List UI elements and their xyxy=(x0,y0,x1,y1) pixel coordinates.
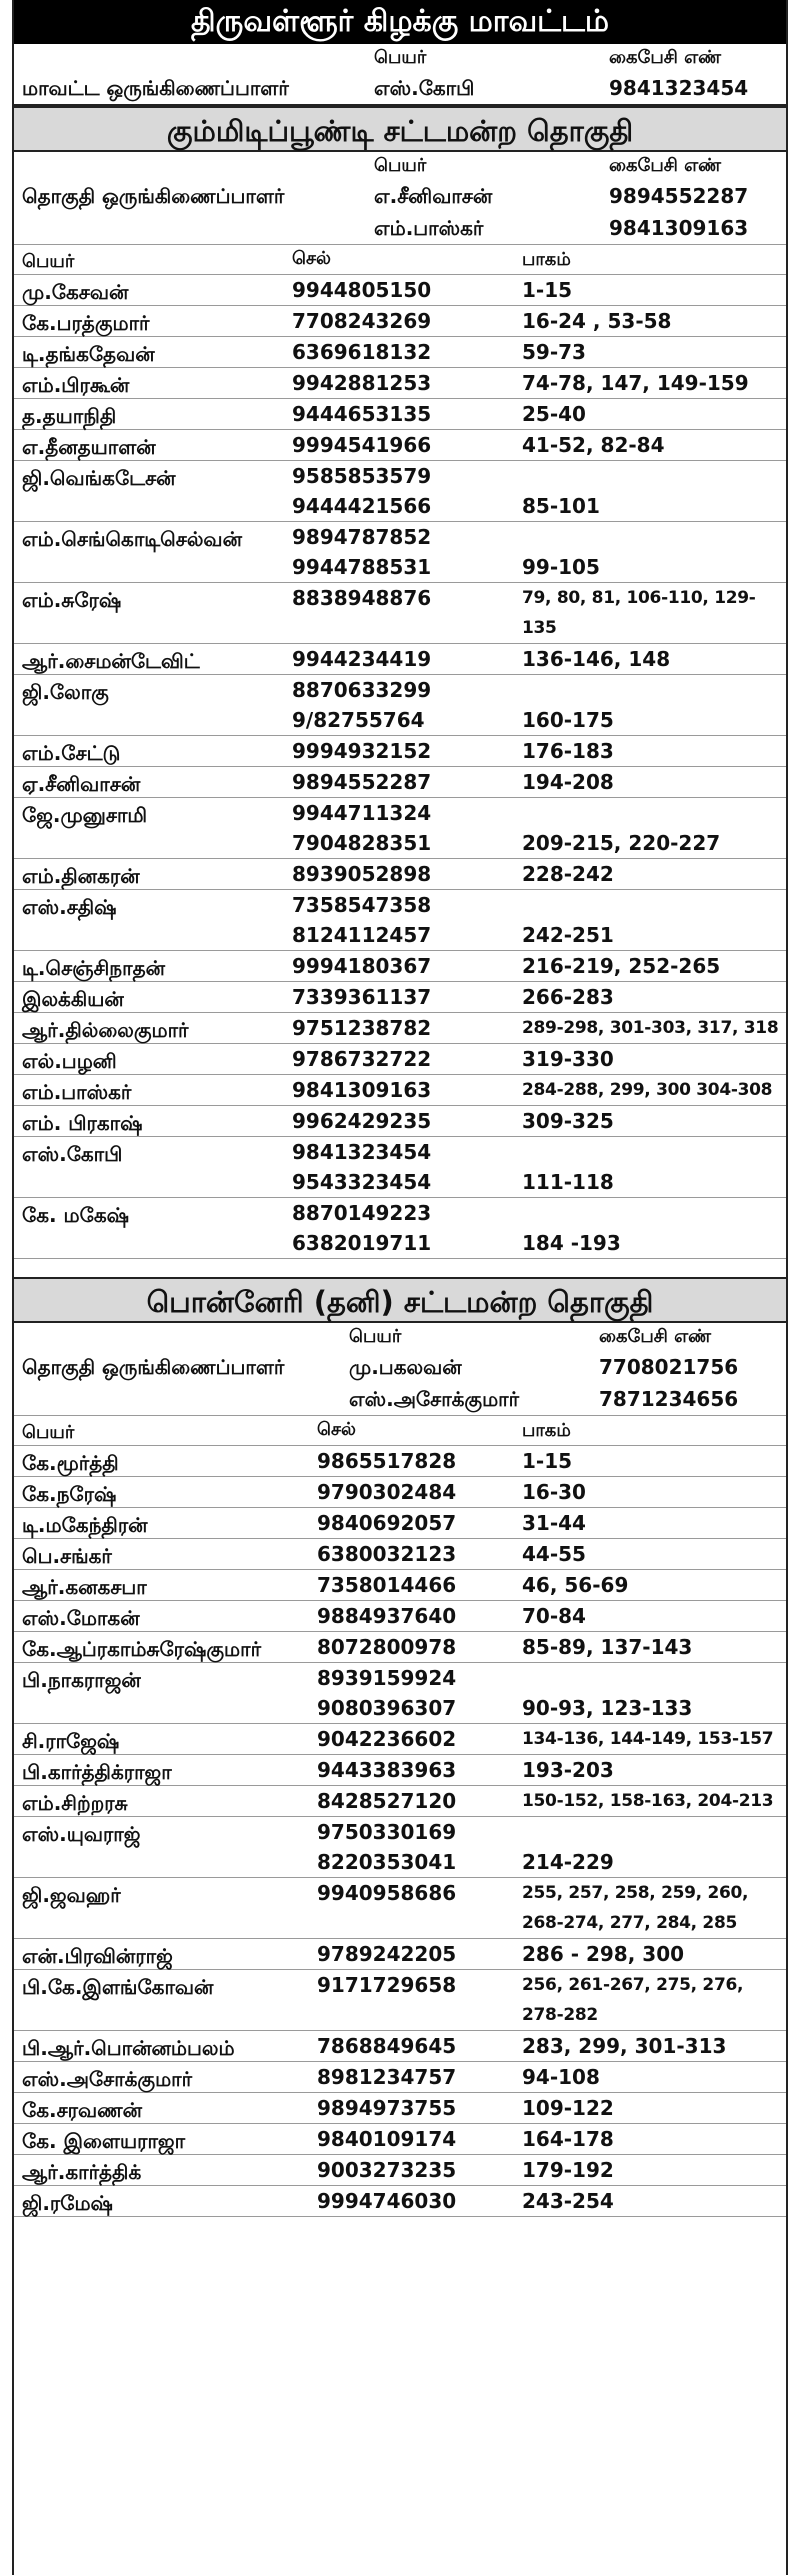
column-header-name: பெயர் xyxy=(22,1422,75,1443)
table-row xyxy=(14,430,786,461)
member-phones xyxy=(284,337,514,367)
member-phone: 7904828351 xyxy=(292,831,432,855)
member-name: எஸ்.யுவராஜ் xyxy=(22,1822,141,1846)
member-phone: 9994541966 xyxy=(292,433,432,457)
member-name: பெ.சங்கர் xyxy=(22,1544,112,1568)
table-row xyxy=(14,1970,786,2031)
member-wards: 99-105 xyxy=(522,555,600,579)
table-row xyxy=(14,399,786,430)
member-wards: 134-136, 144-149, 153-157 xyxy=(522,1729,774,1749)
column-header-phone: செல் xyxy=(317,1419,356,1440)
table-row xyxy=(14,2062,786,2093)
table-row xyxy=(14,1539,786,1570)
member-phone: 9944711324 xyxy=(292,801,432,825)
member-name: மு.கேசவன் xyxy=(22,280,129,304)
member-wards: 255, 257, 258, 259, 260, 268-274, 277, 284, 285 xyxy=(522,1883,749,1933)
member-name: ஆர்.கனகசபா xyxy=(22,1575,147,1599)
member-name: ஆர்.தில்லைகுமார் xyxy=(22,1018,189,1042)
coordinator-line xyxy=(14,1351,786,1383)
member-wards: 164-178 xyxy=(522,2127,614,2151)
table-row xyxy=(14,2031,786,2062)
coordinator-line xyxy=(14,1383,786,1415)
member-wards: 16-30 xyxy=(522,1480,586,1504)
member-name: எம்.பிரகூன் xyxy=(22,373,130,397)
member-phone: 9171729658 xyxy=(317,1973,457,1997)
member-phone: 9994180367 xyxy=(292,954,432,978)
member-name: எம்.சேட்டு xyxy=(22,741,121,765)
member-name: எ.தீனதயாளன் xyxy=(22,435,156,459)
member-name: த.தயாநிதி xyxy=(22,404,117,428)
table-row xyxy=(14,798,786,859)
member-phone: 9884937640 xyxy=(317,1604,457,1628)
table-row xyxy=(14,1939,786,1970)
member-phones xyxy=(284,583,514,643)
member-phone: 9942881253 xyxy=(292,371,432,395)
constituency-section xyxy=(14,106,786,1259)
table-row xyxy=(14,1755,786,1786)
member-phone: 8428527120 xyxy=(317,1789,457,1813)
member-phone: 9080396307 xyxy=(317,1696,457,1720)
district-role: மாவட்ட ஒருங்கிணைப்பாளர் xyxy=(22,76,289,100)
member-phones xyxy=(309,2124,514,2154)
member-phones xyxy=(309,1970,514,2030)
table-row xyxy=(14,1198,786,1259)
coordinator-header xyxy=(14,1323,786,1351)
member-wards: 266-283 xyxy=(522,985,614,1009)
member-wards: 85-101 xyxy=(522,494,600,518)
member-phones xyxy=(284,306,514,336)
table-row xyxy=(14,522,786,583)
member-phone: 9944788531 xyxy=(292,555,432,579)
table-row xyxy=(14,644,786,675)
district-coordinator-name: எஸ்.கோபி xyxy=(374,76,475,100)
member-phones xyxy=(309,2155,514,2185)
coordinator-header-phone: கைபேசி எண் xyxy=(599,1326,712,1347)
table-header xyxy=(14,245,786,275)
district-title: திருவள்ளூர் கிழக்கு மாவட்டம் xyxy=(14,0,786,44)
member-phone: 9789242205 xyxy=(317,1942,457,1966)
member-name: இலக்கியன் xyxy=(22,987,124,1011)
coordinator-name: எ.சீனிவாசன் xyxy=(374,184,493,208)
member-wards: 284-288, 299, 300 304-308 xyxy=(522,1080,773,1100)
member-phones xyxy=(284,430,514,460)
member-wards: 59-73 xyxy=(522,340,586,364)
member-name: கே. இளையராஜா xyxy=(22,2129,186,2153)
member-name: ஆர்.கார்த்திக் xyxy=(22,2160,142,2184)
member-phones xyxy=(309,1632,514,1662)
member-wards: 228-242 xyxy=(522,862,614,886)
member-name: எஸ்.மோகன் xyxy=(22,1606,140,1630)
table-row xyxy=(14,1446,786,1477)
column-header-name: பெயர் xyxy=(22,251,75,272)
member-phones xyxy=(284,1075,514,1105)
member-name: பி.நாகராஜன் xyxy=(22,1668,141,1692)
member-name: எஸ்.சதிஷ் xyxy=(22,895,117,919)
member-wards: 319-330 xyxy=(522,1047,614,1071)
coordinator-header-spacer xyxy=(14,152,374,180)
table-row xyxy=(14,1477,786,1508)
member-phone: 9443383963 xyxy=(317,1758,457,1782)
table-row xyxy=(14,1663,786,1724)
member-phone: 6382019711 xyxy=(292,1231,432,1255)
member-wards: 41-52, 82-84 xyxy=(522,433,665,457)
member-wards: 184 -193 xyxy=(522,1231,621,1255)
member-phone: 9994746030 xyxy=(317,2189,457,2213)
member-name: எம்.சிற்றரசு xyxy=(22,1791,128,1815)
member-phone: 9944234419 xyxy=(292,647,432,671)
member-phone: 9750330169 xyxy=(317,1820,457,1844)
member-phones xyxy=(309,1601,514,1631)
member-wards: 111-118 xyxy=(522,1170,614,1194)
coordinator-header-spacer xyxy=(14,1323,349,1351)
member-name: சி.ராஜேஷ் xyxy=(22,1729,120,1753)
member-phones xyxy=(284,275,514,305)
table-row xyxy=(14,1632,786,1663)
coordinator-name: எம்.பாஸ்கர் xyxy=(374,216,484,240)
member-name: டி.செஞ்சிநாதன் xyxy=(22,956,166,980)
member-name: எம்.பாஸ்கர் xyxy=(22,1080,132,1104)
coordinator-role: தொகுதி ஒருங்கிணைப்பாளர் xyxy=(22,184,285,208)
member-phone: 9841309163 xyxy=(292,1078,432,1102)
member-phones xyxy=(309,1446,514,1476)
member-name: எம். பிரகாஷ் xyxy=(22,1111,143,1135)
member-phone: 9994932152 xyxy=(292,739,432,763)
member-name: எம்.செங்கொடிசெல்வன் xyxy=(22,527,242,551)
member-phones xyxy=(284,890,514,950)
member-phone: 8124112457 xyxy=(292,923,432,947)
member-phone: 9585853579 xyxy=(292,464,432,488)
member-phone: 8870633299 xyxy=(292,678,432,702)
member-name: ஜி.லோகு xyxy=(22,680,109,704)
table-row xyxy=(14,337,786,368)
table-row xyxy=(14,767,786,798)
member-wards: 136-146, 148 xyxy=(522,647,671,671)
member-name: ஜே.முனுசாமி xyxy=(22,803,148,827)
member-name: கே.பரத்குமார் xyxy=(22,311,150,335)
member-phones xyxy=(284,1106,514,1136)
coordinator-role xyxy=(14,1383,349,1415)
member-wards: 150-152, 158-163, 204-213 xyxy=(522,1791,774,1811)
member-phones xyxy=(309,1539,514,1569)
table-row xyxy=(14,1013,786,1044)
member-name: கே.ஆப்ரகாம்சுரேஷ்குமார் xyxy=(22,1637,262,1661)
member-phones xyxy=(309,2093,514,2123)
member-phone: 9894973755 xyxy=(317,2096,457,2120)
member-phone: 9944805150 xyxy=(292,278,432,302)
table-row xyxy=(14,1878,786,1939)
coordinator-phone: 7708021756 xyxy=(599,1355,739,1379)
member-phones xyxy=(284,736,514,766)
constituency-section xyxy=(14,1277,786,2217)
member-name: எம்.தினகரன் xyxy=(22,864,140,888)
member-phone: 7868849645 xyxy=(317,2034,457,2058)
table-row xyxy=(14,1137,786,1198)
member-name: பி.ஆர்.பொன்னம்பலம் xyxy=(22,2036,235,2060)
member-phones xyxy=(309,1508,514,1538)
member-phones xyxy=(284,675,514,735)
table-row xyxy=(14,675,786,736)
coordinator-role: தொகுதி ஒருங்கிணைப்பாளர் xyxy=(22,1355,285,1379)
member-phone: 9894552287 xyxy=(292,770,432,794)
table-row xyxy=(14,583,786,644)
table-row xyxy=(14,1724,786,1755)
member-phone: 8981234757 xyxy=(317,2065,457,2089)
table-row xyxy=(14,368,786,399)
member-name: எஸ்.கோபி xyxy=(22,1142,123,1166)
member-phone: 9962429235 xyxy=(292,1109,432,1133)
member-wards: 289-298, 301-303, 317, 318 xyxy=(522,1018,779,1038)
member-name: டி.தங்கதேவன் xyxy=(22,342,155,366)
column-header-phone: செல் xyxy=(292,248,331,269)
table-row xyxy=(14,306,786,337)
member-phones xyxy=(284,951,514,981)
member-wards: 70-84 xyxy=(522,1604,586,1628)
member-wards: 243-254 xyxy=(522,2189,614,2213)
member-phones xyxy=(309,2186,514,2216)
member-phone: 8870149223 xyxy=(292,1201,432,1225)
member-wards: 44-55 xyxy=(522,1542,586,1566)
member-wards: 109-122 xyxy=(522,2096,614,2120)
member-phone: 9840692057 xyxy=(317,1511,457,1535)
member-name: கே.சரவணன் xyxy=(22,2098,142,2122)
coordinator-name: எஸ்.அசோக்குமார் xyxy=(349,1387,520,1411)
member-phones xyxy=(309,1755,514,1785)
member-phones xyxy=(284,644,514,674)
table-row xyxy=(14,859,786,890)
member-phone: 7708243269 xyxy=(292,309,432,333)
table-row xyxy=(14,461,786,522)
member-phone: 9940958686 xyxy=(317,1881,457,1905)
member-phones xyxy=(284,798,514,858)
member-phone: 6380032123 xyxy=(317,1542,457,1566)
member-wards: 94-108 xyxy=(522,2065,600,2089)
coordinator-phone: 9841309163 xyxy=(609,216,749,240)
member-name: ஜி.வெங்கடேசன் xyxy=(22,466,176,490)
member-phone: 8220353041 xyxy=(317,1850,457,1874)
member-phones xyxy=(309,1878,514,1938)
member-phones xyxy=(309,1663,514,1723)
member-name: எல்.பழனி xyxy=(22,1049,117,1073)
member-phones xyxy=(284,522,514,582)
coordinator-phone: 7871234656 xyxy=(599,1387,739,1411)
member-wards: 31-44 xyxy=(522,1511,586,1535)
member-name: டி.மகேந்திரன் xyxy=(22,1513,148,1537)
constituency-sections xyxy=(14,106,786,2217)
member-wards: 242-251 xyxy=(522,923,614,947)
member-phone: 9894787852 xyxy=(292,525,432,549)
table-row xyxy=(14,1817,786,1878)
member-phone: 9543323454 xyxy=(292,1170,432,1194)
member-wards: 193-203 xyxy=(522,1758,614,1782)
coordinator-name: மு.பகலவன் xyxy=(349,1355,462,1379)
member-phone: 9003273235 xyxy=(317,2158,457,2182)
member-wards: 309-325 xyxy=(522,1109,614,1133)
member-phone: 8072800978 xyxy=(317,1635,457,1659)
member-wards: 90-93, 123-133 xyxy=(522,1696,693,1720)
member-phone: 9042236602 xyxy=(317,1727,457,1751)
member-phone: 7358014466 xyxy=(317,1573,457,1597)
member-phones xyxy=(284,461,514,521)
member-wards: 214-229 xyxy=(522,1850,614,1874)
coordinator-header-name: பெயர் xyxy=(374,155,427,176)
member-name: என்.பிரவின்ராஜ் xyxy=(22,1944,173,1968)
member-wards: 216-219, 252-265 xyxy=(522,954,721,978)
member-phones xyxy=(284,982,514,1012)
table-row xyxy=(14,1044,786,1075)
member-name: கே.மூர்த்தி xyxy=(22,1451,119,1475)
member-name: பி.கே.இளங்கோவன் xyxy=(22,1975,214,1999)
member-phone: 8939052898 xyxy=(292,862,432,886)
member-wards: 283, 299, 301-313 xyxy=(522,2034,727,2058)
member-name: கே. மகேஷ் xyxy=(22,1203,130,1227)
table-row xyxy=(14,951,786,982)
member-phones xyxy=(284,368,514,398)
member-wards: 74-78, 147, 149-159 xyxy=(522,371,749,395)
member-wards: 79, 80, 81, 106-110, 129-135 xyxy=(522,588,756,638)
table-row xyxy=(14,1786,786,1817)
member-phones xyxy=(284,1013,514,1043)
district-header-name: பெயர் xyxy=(374,47,427,68)
table-row xyxy=(14,1570,786,1601)
table-row xyxy=(14,1106,786,1137)
member-phones xyxy=(309,1786,514,1816)
table-row xyxy=(14,890,786,951)
table-row xyxy=(14,2093,786,2124)
member-wards: 194-208 xyxy=(522,770,614,794)
table-row xyxy=(14,736,786,767)
column-header-wards: பாகம் xyxy=(522,248,571,270)
member-wards: 256, 261-267, 275, 276, 278-282 xyxy=(522,1975,744,2025)
member-phones xyxy=(284,399,514,429)
member-wards: 1-15 xyxy=(522,278,573,302)
member-wards: 16-24 , 53-58 xyxy=(522,309,672,333)
coordinator-phone: 9894552287 xyxy=(609,184,749,208)
member-phone: 8838948876 xyxy=(292,586,432,610)
member-phones xyxy=(309,1817,514,1877)
member-wards: 209-215, 220-227 xyxy=(522,831,721,855)
member-wards: 46, 56-69 xyxy=(522,1573,629,1597)
member-phones xyxy=(284,1198,514,1258)
document-page xyxy=(12,0,788,2575)
table-row xyxy=(14,2155,786,2186)
member-name: எஸ்.அசோக்குமார் xyxy=(22,2067,193,2091)
table-row xyxy=(14,1508,786,1539)
member-phones xyxy=(309,2031,514,2061)
member-phone: 7339361137 xyxy=(292,985,432,1009)
member-phone: 9/82755764 xyxy=(292,708,425,732)
member-phone: 9444421566 xyxy=(292,494,432,518)
table-row xyxy=(14,1601,786,1632)
constituency-title: கும்மிடிப்பூண்டி சட்டமன்ற தொகுதி xyxy=(14,106,786,152)
member-name: ஜி.ஜவஹர் xyxy=(22,1883,121,1907)
constituency-title: பொன்னேரி (தனி) சட்டமன்ற தொகுதி xyxy=(14,1277,786,1323)
member-wards: 176-183 xyxy=(522,739,614,763)
member-name: ஜி.ரமேஷ் xyxy=(22,2191,113,2215)
member-phone: 7358547358 xyxy=(292,893,432,917)
member-phones xyxy=(284,859,514,889)
member-name: ஏ.சீனிவாசன் xyxy=(22,772,141,796)
table-header xyxy=(14,1416,786,1446)
member-phone: 8939159924 xyxy=(317,1666,457,1690)
member-phone: 9751238782 xyxy=(292,1016,432,1040)
table-row xyxy=(14,1075,786,1106)
constituency-coordinator-block xyxy=(14,1323,786,1416)
coordinator-line xyxy=(14,180,786,212)
member-phones xyxy=(309,1724,514,1754)
member-name: கே.நரேஷ் xyxy=(22,1482,117,1506)
member-name: ஆர்.சைமன்டேவிட் xyxy=(22,649,200,673)
coordinator-header-name: பெயர் xyxy=(349,1326,402,1347)
district-header-phone: கைபேசி எண் xyxy=(609,47,722,68)
column-header-wards: பாகம் xyxy=(522,1419,571,1441)
constituency-coordinator-block xyxy=(14,152,786,245)
member-phone: 9790302484 xyxy=(317,1480,457,1504)
member-phone: 9444653135 xyxy=(292,402,432,426)
member-phones xyxy=(284,767,514,797)
member-phone: 9841323454 xyxy=(292,1140,432,1164)
district-coordinator-phone: 9841323454 xyxy=(609,76,749,100)
member-phones xyxy=(284,1137,514,1197)
member-wards: 85-89, 137-143 xyxy=(522,1635,693,1659)
member-phones xyxy=(309,1570,514,1600)
coordinator-header-phone: கைபேசி எண் xyxy=(609,155,722,176)
member-name: எம்.சுரேஷ் xyxy=(22,588,122,612)
table-row xyxy=(14,2124,786,2155)
table-row xyxy=(14,275,786,306)
coordinator-line xyxy=(14,212,786,244)
table-row xyxy=(14,982,786,1013)
member-phone: 9865517828 xyxy=(317,1449,457,1473)
member-phone: 6369618132 xyxy=(292,340,432,364)
member-phone: 9840109174 xyxy=(317,2127,457,2151)
member-name: பி.கார்த்திக்ராஜா xyxy=(22,1760,172,1784)
member-wards: 160-175 xyxy=(522,708,614,732)
member-phone: 9786732722 xyxy=(292,1047,432,1071)
member-phones xyxy=(284,1044,514,1074)
member-phones xyxy=(309,1939,514,1969)
coordinator-role xyxy=(14,212,374,244)
member-phones xyxy=(309,1477,514,1507)
member-wards: 286 - 298, 300 xyxy=(522,1942,685,1966)
coordinator-header xyxy=(14,152,786,180)
table-row xyxy=(14,2186,786,2217)
member-wards: 1-15 xyxy=(522,1449,573,1473)
member-wards: 179-192 xyxy=(522,2158,614,2182)
district-coordinator-block xyxy=(14,44,786,106)
member-phones xyxy=(309,2062,514,2092)
member-wards: 25-40 xyxy=(522,402,586,426)
